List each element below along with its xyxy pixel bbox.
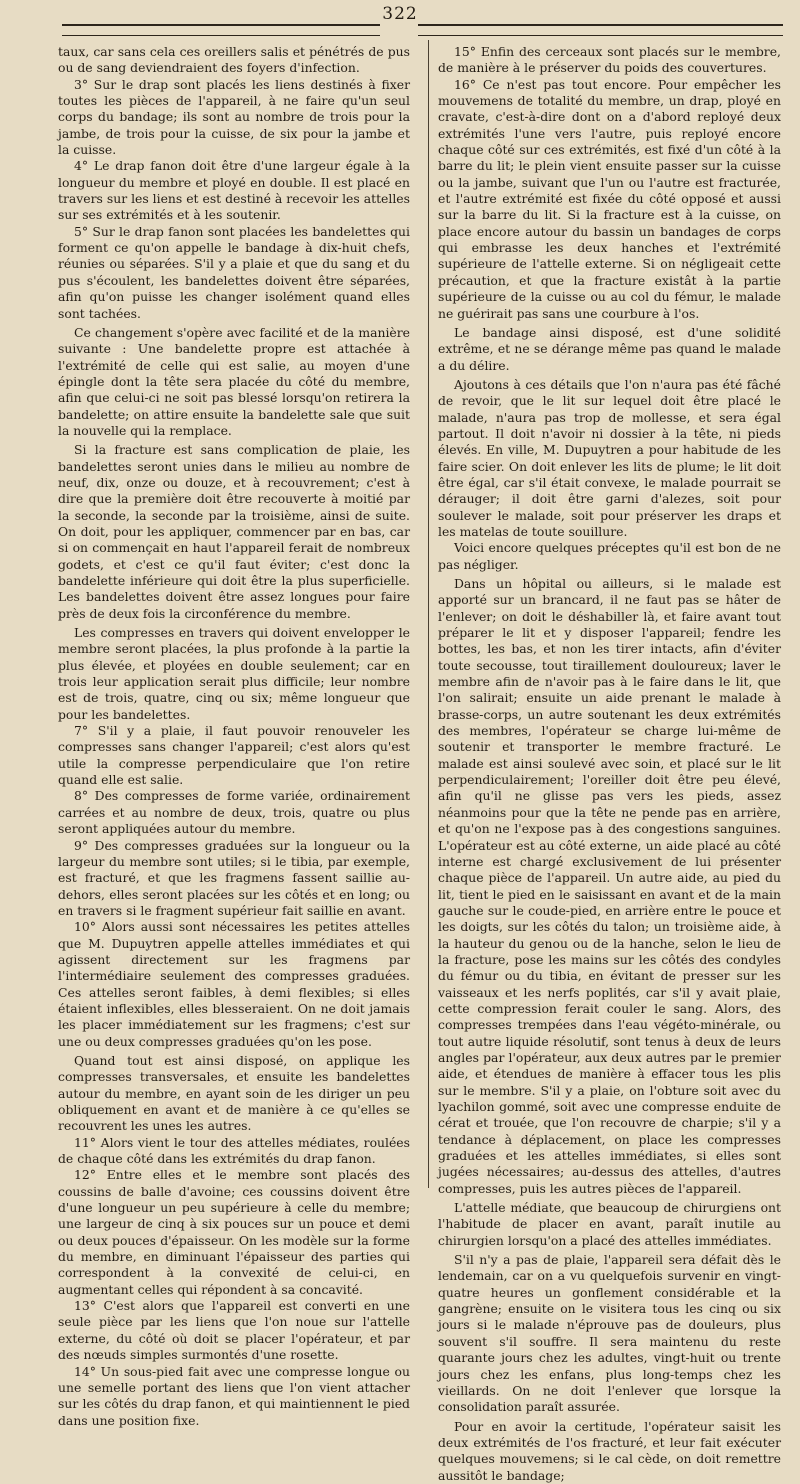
paragraph: Ce changement s'opère avec facilité et de la manière suivante : Une bandelette propre est attachée à l'extrémité de celle qui est salie, au moyen d'une épingle dont la tête sera placée du côté du membre, afin que celui-ci ne soit pas blessé lorsqu'on retirera la bandelette; on attire ensuite la bandelette sale que suit la nouvelle qui la remplace.: [58, 324, 410, 438]
paragraph: 3° Sur le drap sont placés les liens destinés à fixer toutes les pièces de l'appareil, à ne faire qu'un seul corps du bandage; ils sont au nombre de trois pour la jambe, de trois pour la cuisse, de six pour la jambe et la cuisse.: [58, 76, 410, 158]
paragraph: 9° Des compresses graduées sur la longueur ou la largeur du membre sont utiles; si le tibia, par exemple, est fracturé, et que les fragmens fassent saillie au-dehors, elles seront placées sur les côtés et en long; ou en travers si le fragment supérieur fait saillie en avant.: [58, 837, 410, 918]
right-column: [438, 44, 781, 1483]
paragraph: 16° Ce n'est pas tout encore. Pour empêcher les mouvemens de totalité du membre, un drap, ployé en cravate, c'est-à-dire dont on a d'abord reployé deux extrémités l'une vers l'autre, puis reployé encore chaque côté sur ces extrémités, est fixé d'un côté à la barre du lit; le plein vient ensuite passer sur la cuisse ou la jambe, suivant que l'un ou l'autre est fracturée, et l'autre extrémité est fixée du côté opposé et aussi sur la barre du lit. Si la fracture est à la cuisse, on place encore autour du bassin un bandages de corps qui embrasse les deux hanches et l'extrémité supérieure de l'attelle externe. Si on négligeait cette précaution, et que la fracture existât à la partie supérieure de la cuisse ou au col du fémur, le malade ne guérirait pas sans une courbure à l'os.: [438, 76, 781, 321]
paragraph: Ajoutons à ces détails que l'on n'aura pas été fâché de revoir, que le lit sur lequel doit être placé le malade, n'aura pas trop de mollesse, et sera égal partout. Il doit n'avoir ni dossier à la tête, ni pieds élevés. En ville, M. Dupuytren a pour habitude de les faire scier. On doit enlever les lits de plume; le lit doit être égal, car s'il était convexe, le malade pourrait se dérauger; il doit être garni d'alezes, soit pour soulever le malade, soit pour préserver les draps et les matelas de toute souillure.: [438, 376, 781, 539]
header-rule-left: [62, 24, 380, 36]
paragraph: 12° Entre elles et le membre sont placés des coussins de balle d'avoine; ces coussins doivent être d'une longueur un peu supérieure à celle du membre; une largeur de cinq à six pouces sur un pouce et demi ou deux pouces d'épaisseur. On les modèle sur la forme du membre, en diminuant l'épaisseur des parties qui correspondent à la convexité de celui-ci, en augmentant celles qui répondent à sa concavité.: [58, 1167, 410, 1297]
paragraph: taux, car sans cela ces oreillers salis et pénétrés de pus ou de sang deviendraient des foyers d'infection.: [58, 44, 410, 76]
paragraph: Pour en avoir la certitude, l'opérateur saisit les deux extrémités de l'os fracturé, et leur fait exécuter quelques mouvemens; si le cal cède, on doit remettre aussitôt le bandage;: [438, 1418, 781, 1483]
paragraph: 13° C'est alors que l'appareil est converti en une seule pièce par les liens que l'on noue sur l'attelle externe, du côté où doit se placer l'opérateur, et par des nœuds simples surmontés d'une rosette.: [58, 1298, 410, 1363]
paragraph: 8° Des compresses de forme variée, ordinairement carrées et au nombre de deux, trois, quatre ou plus seront appliquées autour du membre.: [58, 788, 410, 837]
paragraph: L'attelle médiate, que beaucoup de chirurgiens ont l'habitude de placer en avant, paraît inutile au chirurgien lorsqu'on a placé des attelles immédiates.: [438, 1200, 781, 1248]
paragraph: Les compresses en travers qui doivent envelopper le membre seront placées, la plus profonde à la partie la plus élevée, et ployées en double seulement; car en trois leur application serait plus difficile; leur nombre est de trois, quatre, cinq ou six; même longueur que pour les bandelettes.: [58, 625, 410, 722]
paragraph: Quand tout est ainsi disposé, on applique les compresses transversales, et ensuite les bandelettes autour du membre, en ayant soin de les diriger un peu obliquement en avant et de manière à ce qu'elles se recouvrent les unes les autres.: [58, 1052, 410, 1134]
paragraph: Dans un hôpital ou ailleurs, si le malade est apporté sur un brancard, il ne faut pas se hâter de l'enlever; on doit le déshabiller là, et faire avant tout préparer le lit et y disposer l'appareil; fendre les bottes, les bas, et non les tirer intacts, afin d'éviter toute secousse, tout tiraillement douloureux; laver le membre afin de n'avoir pas à le faire dans le lit, que l'on salirait; ensuite un aide prenant le malade à brasse-corps, un autre soutenant les deux extrémités des membres, l'opérateur se charge lui-même de soutenir et transporter le membre fracturé. Le malade est ainsi soulevé avec soin, et placé sur le lit perpendiculairement; l'oreiller doit être peu élevé, afin qu'il ne glisse pas vers les pieds, assez néanmoins pour que la tête ne pende pas en arrière, et qu'on ne l'expose pas à des congestions sanguines. L'opérateur est au côté externe, un aide placé au côté interne est chargé exclusivement de lui présenter chaque pièce de l'appareil. Un autre aide, au pied du lit, tient le pied en le saisissant en avant et de la main gauche sur le coude-pied, en arrière entre le pouce et les doigts, sur les côtés du talon; un troisième aide, à la hauteur du genou ou de la hanche, selon le lieu de la fracture, pose les mains sur les côtés des condyles du fémur ou du tibia, en évitant de presser sur les vaisseaux et les nerfs poplités, car s'il y avait plaie, cette compression ferait couler le sang. Alors, des compresses trempées dans l'eau végéto-minérale, ou tout autre liquide résolutif, sont tenus à deux de leurs angles par l'opérateur, aux deux autres par le premier aide, et étendues de manière à effacer tous les plis sur le membre. S'il y a plaie, on l'obture soit avec du lyachilon gommé, soit avec une compresse enduite de cérat et trouée, que l'on recouvre de charpie; s'il y a tendance à déplacement, on place les compresses graduées et les attelles immédiates, si elles sont jugées nécessaires; au-dessus des attelles, d'autres compresses, puis les autres pièces de l'appareil.: [438, 576, 781, 1196]
paragraph: 7° S'il y a plaie, il faut pouvoir renouveler les compresses sans changer l'appareil; c'est alors qu'est utile la compresse perpendiculaire que l'on retire quand elle est salie.: [58, 723, 410, 788]
paragraph: S'il n'y a pas de plaie, l'appareil sera défait dès le lendemain, car on a vu quelquefois survenir en vingt-quatre heures un gonflement considérable et la gangrène; ensuite on le visitera tous les cinq ou six jours si le malade n'éprouve pas de douleurs, plus souvent s'il souffre. Il sera maintenu du reste quarante jours chez les adultes, vingt-huit ou trente jours chez les enfans, plus long-temps chez les vieillards. On ne doit l'enlever que lorsque la consolidation paraît assurée.: [438, 1252, 781, 1415]
paragraph: 14° Un sous-pied fait avec une compresse longue ou une semelle portant des liens que l'on vient attacher sur les côtés du drap fanon, et qui maintiennent le pied dans une position fixe.: [58, 1363, 410, 1428]
paragraph: 15° Enfin des cerceaux sont placés sur le membre, de manière à le préserver du poids des couvertures.: [438, 44, 781, 76]
paragraph: Le bandage ainsi disposé, est d'une solidité extrême, et ne se dérange même pas quand le malade a du délire.: [438, 324, 781, 373]
column-divider: [428, 40, 429, 1188]
paragraph: Voici encore quelques préceptes qu'il est bon de ne pas négliger.: [438, 540, 781, 572]
paragraph: 4° Le drap fanon doit être d'une largeur égale à la longueur du membre et ployé en double. Il est placé en travers sur les liens et est destiné à recevoir les attelles sur ses extrémités et à les soutenir.: [58, 158, 410, 223]
page-number: 322: [382, 4, 418, 24]
left-column: [58, 44, 410, 1428]
paragraph: Si la fracture est sans complication de plaie, les bandelettes seront unies dans le milieu au nombre de neuf, dix, onze ou douze, et à recouvrement; c'est à dire que la première doit être recouverte à moitié par la seconde, la seconde par la troisième, ainsi de suite. On doit, pour les appliquer, commencer par en bas, car si on commençait en haut l'appareil ferait de nombreux godets, et c'est ce qu'il faut éviter; c'est donc la bandelette inférieure qui doit être la plus superficielle. Les bandelettes doivent être assez longues pour faire près de deux fois la circonférence du membre.: [58, 442, 410, 621]
header-rule-right: [418, 24, 783, 36]
paragraph: 11° Alors vient le tour des attelles médiates, roulées de chaque côté dans les extrémités du drap fanon.: [58, 1134, 410, 1167]
paragraph: 10° Alors aussi sont nécessaires les petites attelles que M. Dupuytren appelle attelles immédiates et qui agissent directement sur les fragmens par l'intermédiaire seulement des compresses graduées. Ces attelles seront faibles, à demi flexibles; si elles étaient inflexibles, elles blesseraient. On ne doit jamais les placer immédiatement sur les fragmens; c'est sur une ou deux compresses graduées qu'on les pose.: [58, 919, 410, 1049]
paragraph: 5° Sur le drap fanon sont placées les bandelettes qui forment ce qu'on appelle le bandage à dix-huit chefs, réunies ou séparées. S'il y a plaie et que du sang et du pus s'écoulent, les bandelettes doivent être séparées, afin qu'on puisse les changer isolément quand elles sont tachées.: [58, 223, 410, 321]
